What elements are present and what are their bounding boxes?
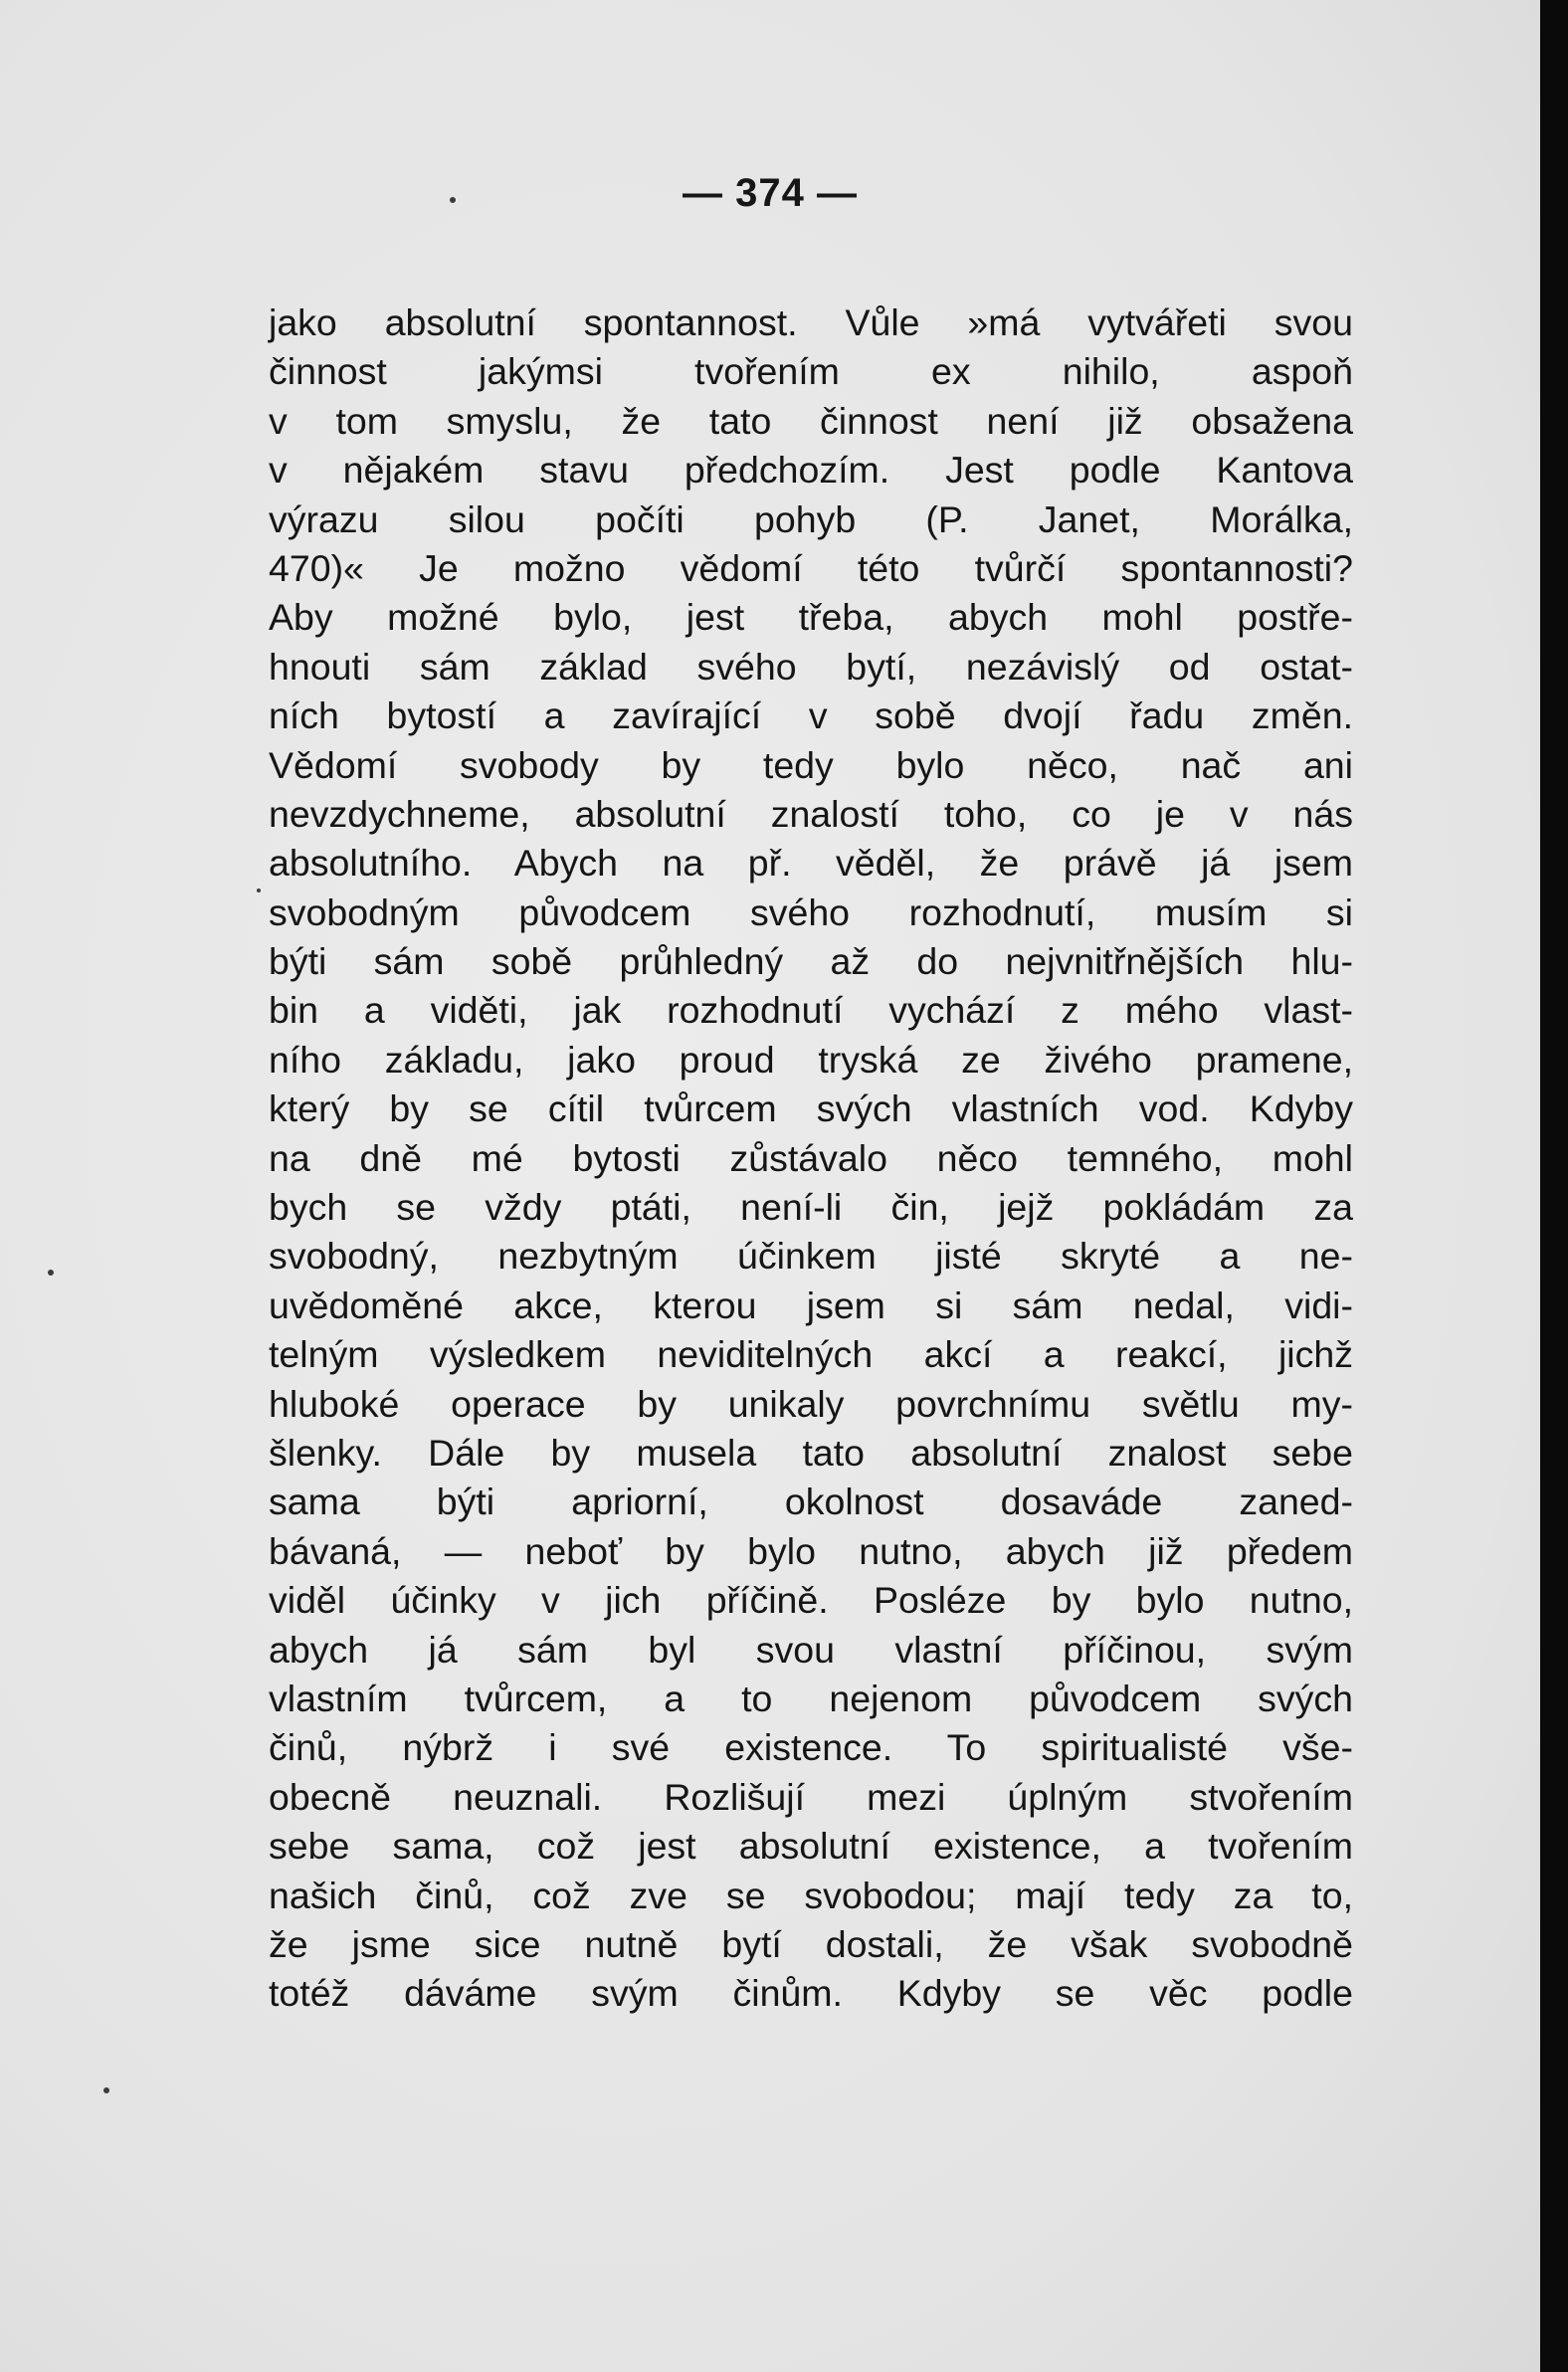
text-line: viděl účinky v jich příčině. Posléze by bylo nutno, [269, 1579, 1353, 1622]
text-line: na dně mé bytosti zůstávalo něco temného, mohl [269, 1136, 1353, 1179]
text-line: obecně neuznali. Rozlišují mezi úplným stvořením [269, 1775, 1353, 1818]
text-line: činů, nýbrž i své existence. To spiritualisté vše- [269, 1726, 1353, 1769]
text-line: že jsme sice nutně bytí dostali, že však svobodně [269, 1922, 1353, 1965]
text-line: abych já sám byl svou vlastní příčinou, svým [269, 1628, 1353, 1671]
text-line: uvědoměné akce, kterou jsem si sám nedal, vidi- [269, 1284, 1353, 1326]
text-line: který by se cítil tvůrcem svých vlastních vod. Kdyby [269, 1087, 1353, 1130]
text-line: bávaná, — neboť by bylo nutno, abych již předem [269, 1529, 1353, 1572]
text-line: svobodným původcem svého rozhodnutí, musím si [269, 890, 1353, 933]
text-line: hluboké operace by unikaly povrchnímu světlu my- [269, 1382, 1353, 1425]
text-line: totéž dáváme svým činům. Kdyby se věc podle [269, 1972, 1353, 2015]
text-line: ního základu, jako proud tryská ze živého pramene, [269, 1038, 1353, 1081]
text-line: ních bytostí a zavírající v sobě dvojí řadu změn. [269, 694, 1353, 737]
text-line: v tom smyslu, že tato činnost není již obsažena [269, 399, 1353, 442]
dust-speck [103, 2087, 109, 2093]
text-line: bych se vždy ptáti, není-li čin, jejž pokládám za [269, 1186, 1353, 1229]
text-line: Vědomí svobody by tedy bylo něco, nač ani [269, 743, 1353, 786]
text-line: nevzdychneme, absolutní znalostí toho, co je v nás [269, 792, 1353, 835]
text-line: hnouti sám základ svého bytí, nezávislý od ostat- [269, 645, 1353, 688]
text-line: svobodný, nezbytným účinkem jisté skryté a ne- [269, 1235, 1353, 1278]
text-line: Aby možné bylo, jest třeba, abych mohl postře- [269, 596, 1353, 639]
dust-speck [48, 1270, 54, 1276]
text-line: sama býti apriorní, okolnost dosaváde zaned- [269, 1481, 1353, 1523]
text-line: bin a viděti, jak rozhodnutí vychází z mého vlast- [269, 989, 1353, 1032]
dust-speck [257, 889, 261, 892]
page-number: — 374 — [683, 171, 858, 215]
text-line: telným výsledkem neviditelných akcí a reakcí, jichž [269, 1333, 1353, 1376]
text-line: 470)« Je možno vědomí této tvůrčí spontannosti? [269, 546, 1353, 589]
text-line: činnost jakýmsi tvořením ex nihilo, aspoň [269, 350, 1353, 393]
text-line: býti sám sobě průhledný až do nejvnitřnějších hlu- [269, 940, 1353, 983]
page-edge-shadow [1540, 0, 1568, 2372]
body-text [269, 298, 1353, 2019]
dust-speck [450, 197, 456, 203]
text-line: sebe sama, což jest absolutní existence, a tvořením [269, 1825, 1353, 1868]
text-line: jako absolutní spontannost. Vůle »má vytvářeti svou [269, 301, 1353, 343]
text-line: šlenky. Dále by musela tato absolutní znalost sebe [269, 1431, 1353, 1474]
text-line: výrazu silou počíti pohyb (P. Janet, Morálka, [269, 497, 1353, 540]
text-line: v nějakém stavu předchozím. Jest podle Kantova [269, 449, 1353, 492]
text-line: vlastním tvůrcem, a to nejenom původcem svých [269, 1677, 1353, 1719]
text-line: našich činů, což zve se svobodou; mají tedy za to, [269, 1874, 1353, 1916]
text-line: absolutního. Abych na př. věděl, že právě já jsem [269, 842, 1353, 885]
